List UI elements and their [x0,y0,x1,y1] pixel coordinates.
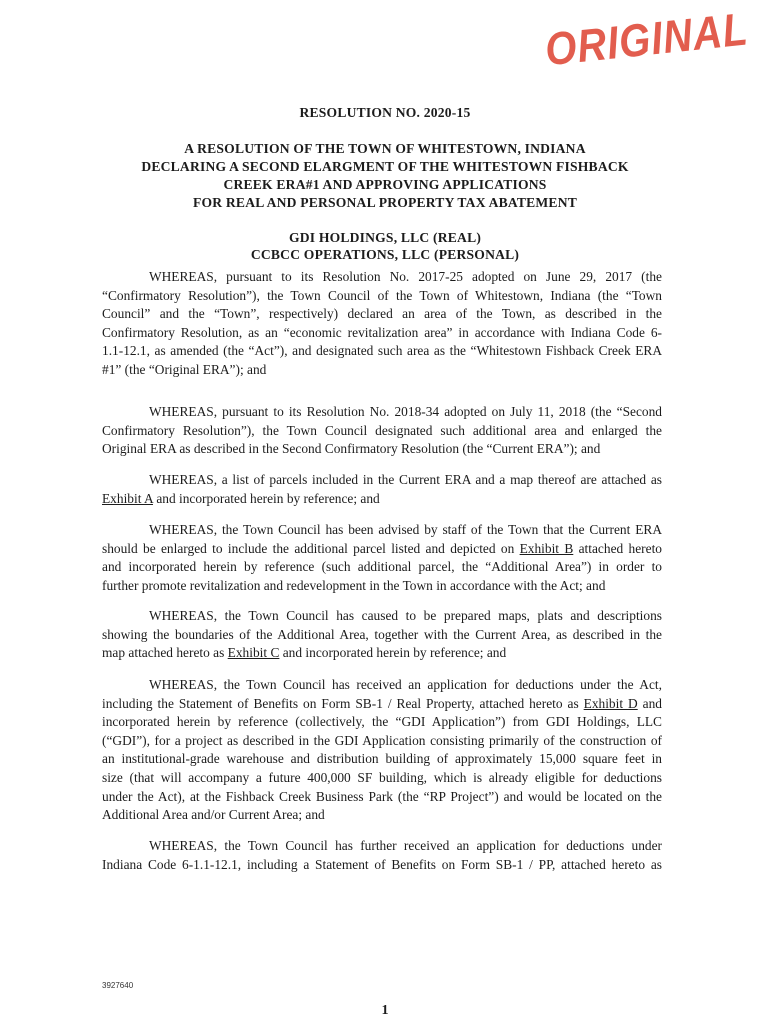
whereas-paragraph-5 [102,607,662,663]
heading-line: CREEK ERA#1 AND APPROVING APPLICATIONS [223,177,547,192]
text-line: WHEREAS, the Town Council has caused to be prepared maps, plats and descriptions [149,608,662,623]
text-line-with-exhibit-a-link: Exhibit A and incorporated herein by reference; and [102,490,380,506]
heading-line: DECLARING A SECOND ELARGMENT OF THE WHITESTOWN FISHBACK [141,159,629,174]
party-personal: CCBCC OPERATIONS, LLC (PERSONAL) [250,247,520,262]
text-line: size (that will accompany a future 400,000 SF building, which is already eligible for deductions [102,769,662,785]
text-line: an institutional-grade warehouse and distribution building of approximately 15,000 square feet in [102,751,662,767]
text-line: WHEREAS, the Town Council has received an application for deductions under the Act, [149,677,662,692]
whereas-paragraph-6 [102,676,662,825]
text-line: and incorporated herein by reference (such additional parcel, the “Additional Area”) in order to [102,559,662,575]
text-line: WHEREAS, pursuant to its Resolution No. 2018-34 adopted on July 11, 2018 (the “Second [149,404,662,419]
text-line: 1.1-12.1, as amended (the “Act”), and designated such area as the “Whitestown Fishback Creek ERA [102,343,662,359]
text-line: showing the boundaries of the Additional Area, together with the Current Area, as described in the [102,626,662,642]
page-number: 1 [381,1003,389,1018]
exhibit-b-reference: Exhibit B [519,540,574,556]
whereas-paragraph-2 [102,403,662,459]
text-line: “Confirmatory Resolution”), the Town Council of the Town of Whitestown, Indiana (the “Town [102,287,662,303]
text-line: under the Act), at the Fishback Creek Business Park (the “RP Project”) and would be located on the [102,788,662,804]
text-line-with-exhibit-d-link: including the Statement of Benefits on Form SB-1 / Real Property, attached hereto as Exhibit D and [102,695,662,711]
text-line: WHEREAS, a list of parcels included in the Current ERA and a map thereof are attached as [149,472,662,487]
exhibit-d-reference: Exhibit D [583,695,638,711]
document-number: 3927640 [102,981,134,990]
text-line: #1” (the “Original ERA”); and [102,361,267,377]
text-line: Council” and the “Town”, respectively) declared an area of the Town, as described in the [102,306,662,322]
whereas-paragraph-3 [102,471,662,508]
text-line: Confirmatory Resolution”), the Town Council designated such additional area and enlarged the [102,422,662,438]
text-line: WHEREAS, pursuant to its Resolution No. 2017-25 adopted on June 29, 2017 (the [149,269,662,284]
text-line: Indiana Code 6-1.1-12.1, including a Statement of Benefits on Form SB-1 / PP, attached hereto as [102,856,662,872]
text-line: Original ERA as described in the Second Confirmatory Resolution (the “Current ERA”); and [102,441,601,457]
exhibit-c-reference: Exhibit C [227,645,280,661]
text-line: incorporated herein by reference (collectively, the “GDI Application”) from GDI Holdings, LLC [102,714,662,730]
heading-line: FOR REAL AND PERSONAL PROPERTY TAX ABATEMENT [193,195,577,210]
party-real: GDI HOLDINGS, LLC (REAL) [288,230,482,245]
whereas-paragraph-1 [102,268,662,380]
text-line-with-exhibit-b-link: should be enlarged to include the additional parcel listed and depicted on Exhibit B attached hereto [102,540,662,556]
text-line: further promote revitalization and redevelopment in the Town in accordance with the Act; and [102,577,606,593]
original-stamp: ORIGINAL [542,4,751,76]
text-line: Additional Area and/or Current Area; and [102,807,325,823]
exhibit-a-reference: Exhibit A [102,490,153,506]
whereas-paragraph-7 [102,837,662,874]
resolution-number: RESOLUTION NO. 2020-15 [299,105,471,120]
text-line-with-exhibit-c-link: map attached hereto as Exhibit C and incorporated herein by reference; and [102,645,507,661]
text-line: Confirmatory Resolution, as an “economic revitalization area” in accordance with Indiana Code 6- [102,324,662,340]
heading-line: A RESOLUTION OF THE TOWN OF WHITESTOWN, INDIANA [184,141,586,156]
text-line: WHEREAS, the Town Council has further received an application for deductions under [149,838,662,853]
whereas-paragraph-4 [102,521,662,595]
text-line: (“GDI”), for a project as described in the GDI Application consisting primarily of the construction of [102,732,662,748]
text-line: WHEREAS, the Town Council has been advised by staff of the Town that the Current ERA [149,522,662,537]
